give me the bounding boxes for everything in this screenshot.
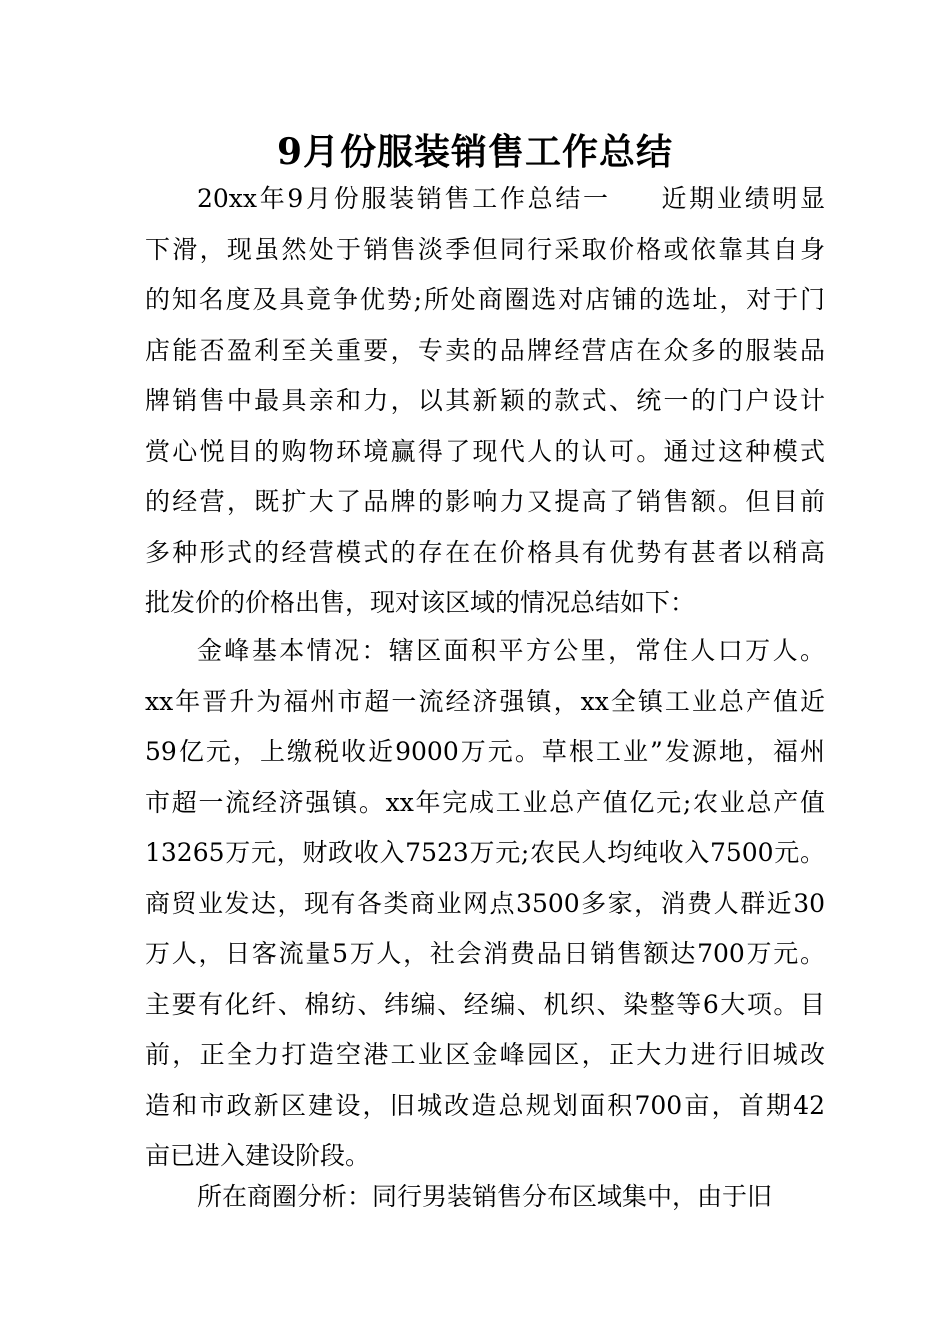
paragraph-line: 13265万元，财政收入7523万元;农民人均纯收入7500元。 xyxy=(145,838,825,867)
paragraph-line: 牌销售中最具亲和力，以其新颖的款式、统一的门户设计 xyxy=(145,386,825,415)
paragraph-line: 20xx年9月份服装销售工作总结一 近期业绩明显 xyxy=(197,184,825,213)
paragraph-line: 万人，日客流量5万人，社会消费品日销售额达700万元。 xyxy=(145,939,825,968)
document-title: 9月份服装销售工作总结 xyxy=(276,131,674,173)
paragraph-line: 主要有化纤、棉纺、纬编、经编、机织、染整等6大项。目 xyxy=(145,989,825,1019)
paragraph-2 xyxy=(145,626,825,1182)
paragraph-line: 多种形式的经营模式的存在在价格具有优势有甚者以稍高 xyxy=(145,537,825,567)
paragraph-line: 亩已进入建设阶段。 xyxy=(145,1141,371,1170)
paragraph-line: 所在商圈分析：同行男装销售分布区域集中，由于旧 xyxy=(197,1182,773,1211)
paragraph-line: xx年晋升为福州市超一流经济强镇，xx全镇工业总产值近 xyxy=(145,686,825,716)
paragraph-3 xyxy=(145,1172,825,1223)
paragraph-line: 店能否盈利至关重要，专卖的品牌经营店在众多的服装品 xyxy=(145,335,825,365)
paragraph-line: 市超一流经济强镇。xx年完成工业总产值亿元;农业总产值 xyxy=(145,787,825,817)
paragraph-line: 商贸业发达，现有各类商业网点3500多家，消费人群近30 xyxy=(145,888,825,918)
paragraph-line: 赏心悦目的购物环境赢得了现代人的认可。通过这种模式 xyxy=(145,436,825,466)
paragraph-line: 下滑，现虽然处于销售淡季但同行采取价格或依靠其自身 xyxy=(145,234,825,264)
paragraph-line: 前，正全力打造空港工业区金峰园区，正大力进行旧城改 xyxy=(145,1040,825,1069)
paragraph-line: 的经营，既扩大了品牌的影响力又提高了销售额。但目前 xyxy=(145,487,825,516)
paragraph-line: 金峰基本情况：辖区面积平方公里，常住人口万人。 xyxy=(197,636,825,665)
paragraph-line: 批发价的价格出售，现对该区域的情况总结如下： xyxy=(145,588,696,617)
paragraph-line: 的知名度及具竟争优势;所处商圈选对店铺的选址，对于门 xyxy=(145,285,825,314)
paragraph-1 xyxy=(145,174,825,629)
paragraph-line: 造和市政新区建设，旧城改造总规划面积700亩，首期42 xyxy=(145,1090,825,1120)
paragraph-line: 59亿元，上缴税收近9000万元。草根工业”发源地，福州 xyxy=(145,737,825,766)
